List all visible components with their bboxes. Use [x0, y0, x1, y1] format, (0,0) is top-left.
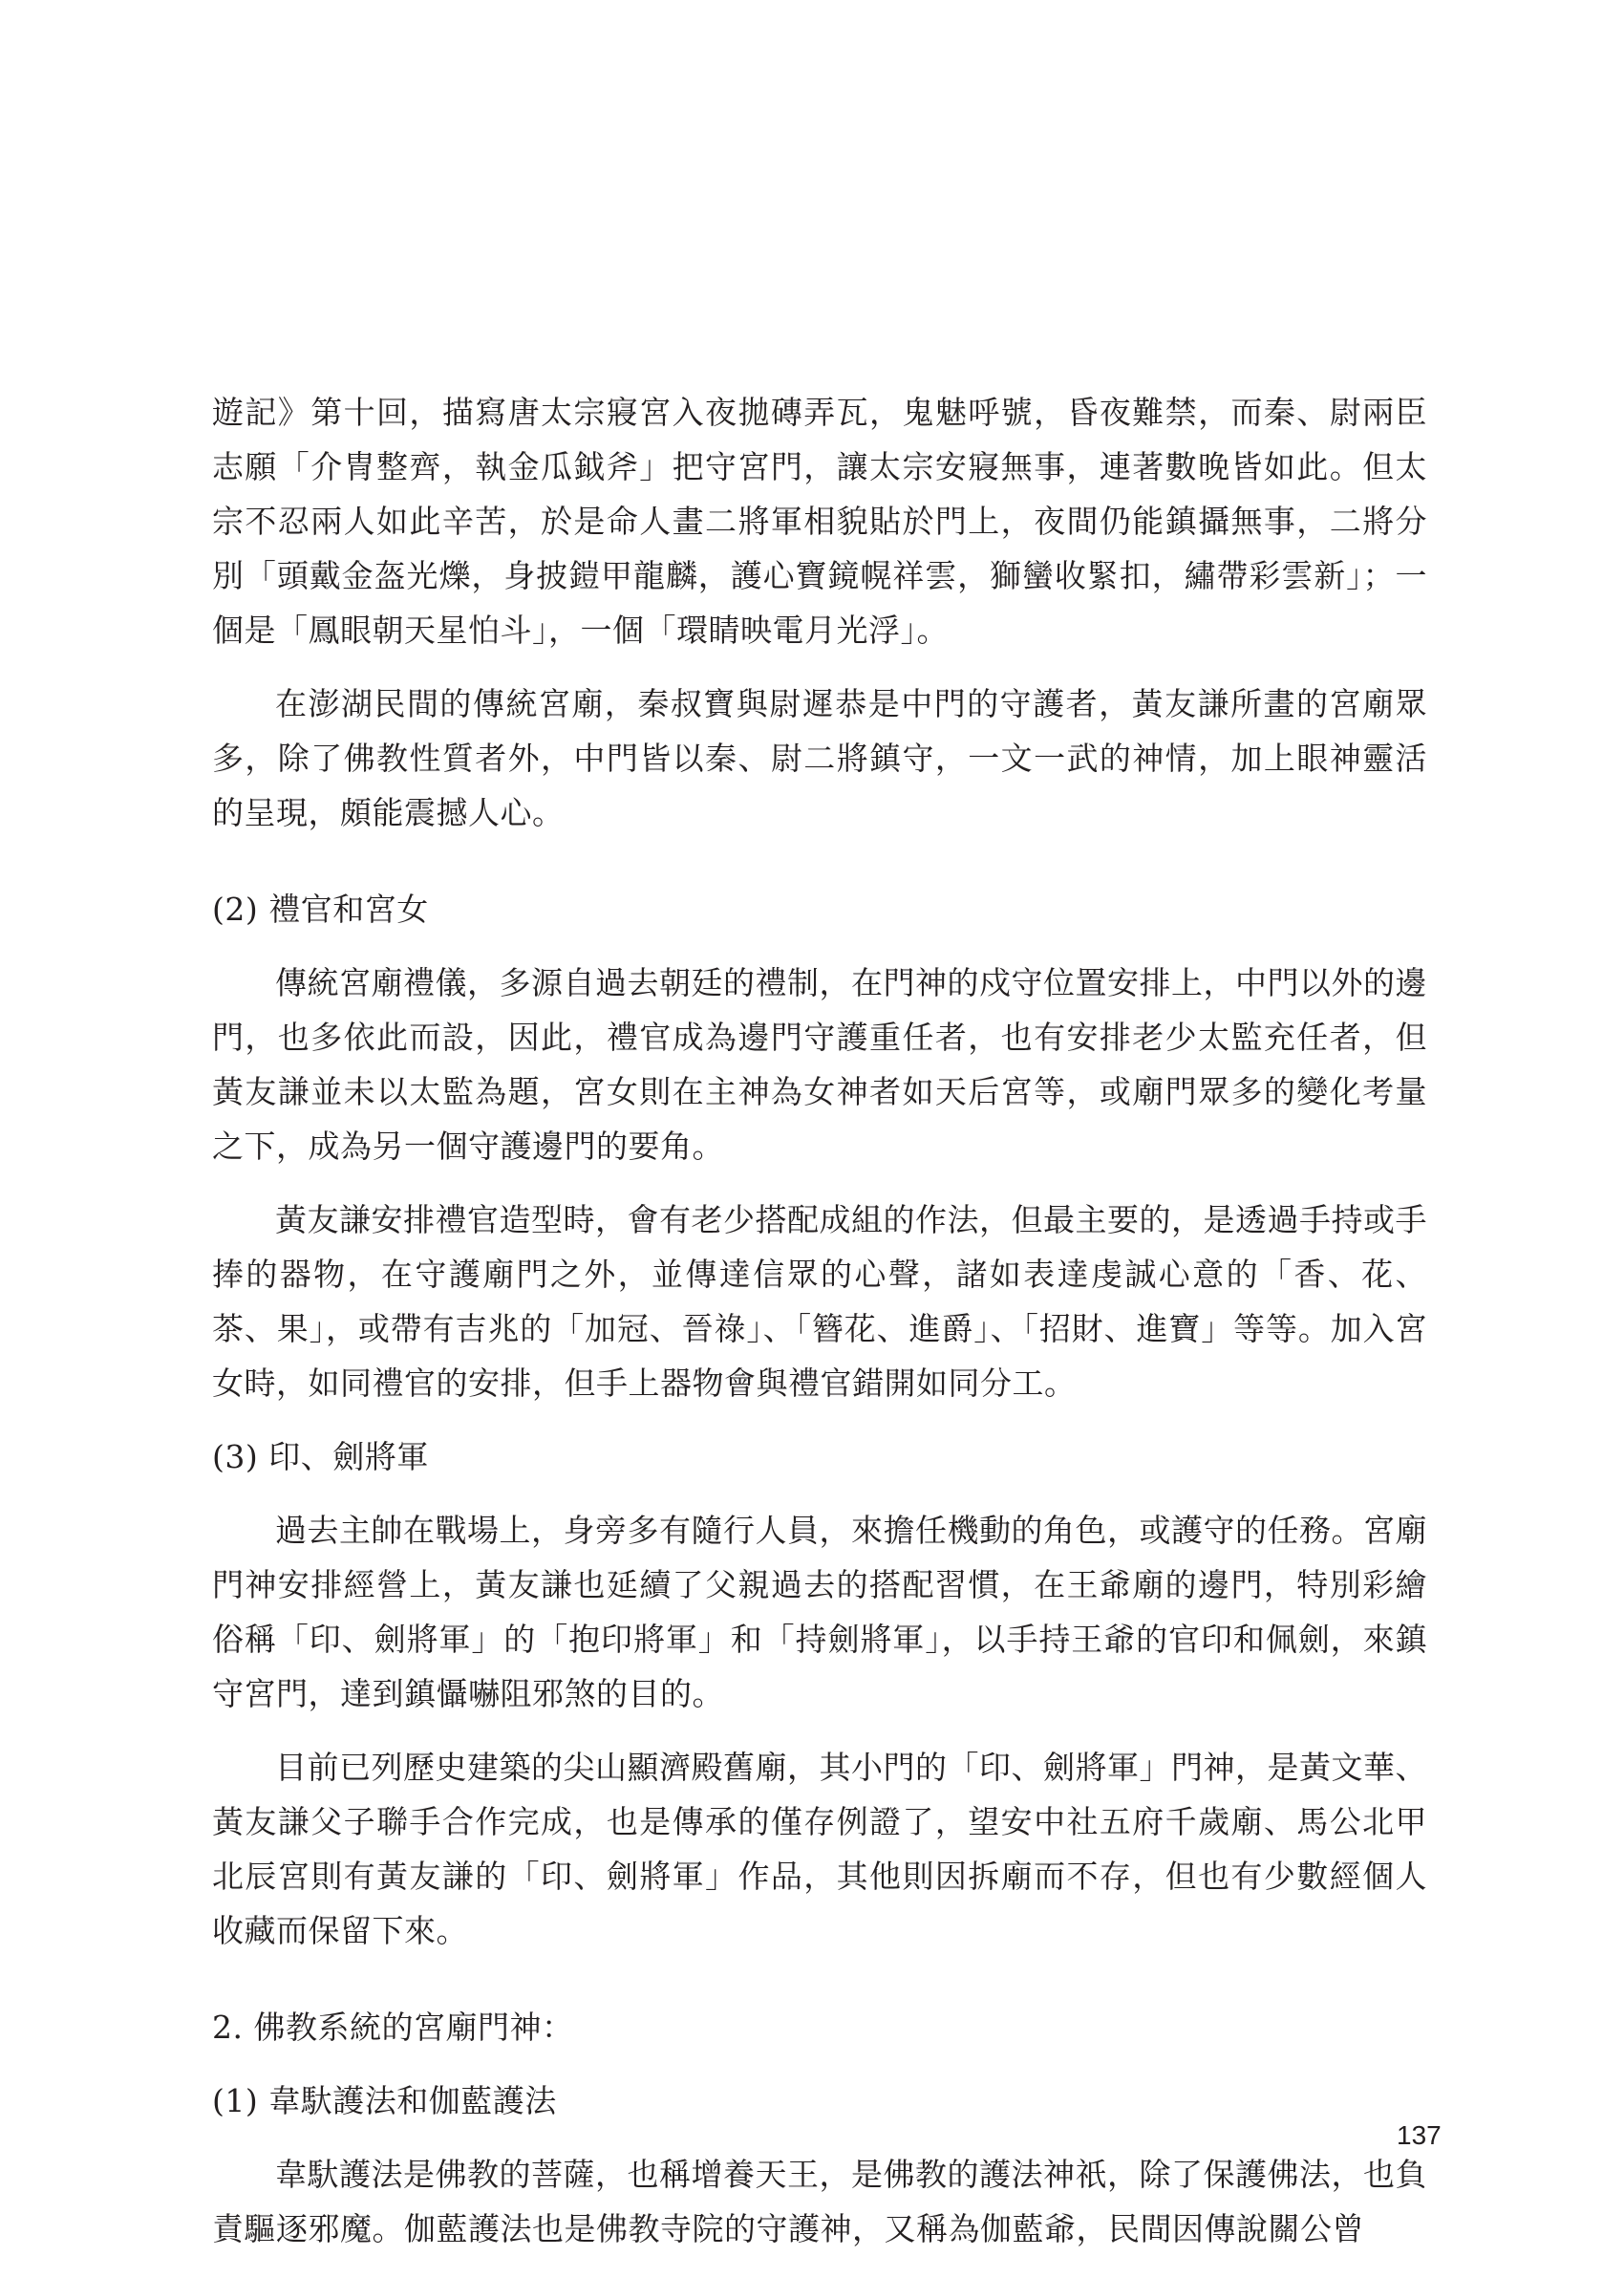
section-heading-buddhist-door-gods: 2. 佛教系統的宮廟門神： — [212, 2009, 574, 2046]
page-number: 137 — [1397, 2120, 1442, 2150]
section-heading-seal-sword-generals: (3) 印、劍將軍 — [212, 1438, 429, 1475]
paragraph-journey-to-the-west: 遊記》第十回，描寫唐太宗寢宮入夜拋磚弄瓦，鬼魅呼號，昏夜難禁，而秦、尉兩臣志願「介冑整齊，執金瓜鉞斧」把守宮門，讓太宗安寢無事，連著數晚皆如此。但太宗不忍兩人如此辛苦，於是命人畫二將軍相貌貼於門上，夜間仍能鎮攝無事，二將分別「頭戴金盔光爍，身披鎧甲龍麟，護心寶鏡幌祥雲，獅蠻收緊扣，繡帶彩雲新」；一個是「鳳眼朝天星怕斗」，一個「環睛映電月光浮」。 — [212, 394, 1427, 649]
section-heading-weituo-qielan: (1) 韋馱護法和伽藍護法 — [212, 2082, 557, 2119]
section-heading-officials-maids: (2) 禮官和宮女 — [212, 891, 429, 928]
body-text — [212, 385, 1427, 2256]
paragraph-official-arrangement: 黃友謙安排禮官造型時，會有老少搭配成組的作法，但最主要的，是透過手持或手捧的器物，在守護廟門之外，並傳達信眾的心聲，諸如表達虔誠心意的「香、花、茶、果」，或帶有吉兆的「加冠、晉祿」、「簪花、進爵」、「招財、進寶」等等。加入宮女時，如同禮官的安排，但手上器物會與禮官錯開如同分工。 — [212, 1201, 1427, 1402]
paragraph-commanders: 過去主帥在戰場上，身旁多有隨行人員，來擔任機動的角色，或護守的任務。宮廟門神安排經營上，黃友謙也延續了父親過去的搭配習慣，在王爺廟的邊門，特別彩繪俗稱「印、劍將軍」的「抱印將軍」和「持劍將軍」，以手持王爺的官印和佩劍，來鎮守宮門，達到鎮懾嚇阻邪煞的目的。 — [212, 1512, 1427, 1712]
paragraph-temple-etiquette: 傳統宮廟禮儀，多源自過去朝廷的禮制，在門神的戍守位置安排上，中門以外的邊門，也多依此而設，因此，禮官成為邊門守護重任者，也有安排老少太監充任者，但黃友謙並未以太監為題，宮女則在主神為女神者如天后宮等，或廟門眾多的變化考量之下，成為另一個守護邊門的要角。 — [212, 964, 1427, 1165]
paragraph-historic-temple: 目前已列歷史建築的尖山顯濟殿舊廟，其小門的「印、劍將軍」門神，是黃文華、黃友謙父子聯手合作完成，也是傳承的僅存例證了，望安中社五府千歲廟、馬公北甲北辰宮則有黃友謙的「印、劍將軍」作品，其他則因拆廟而不存，但也有少數經個人收藏而保留下來。 — [212, 1749, 1427, 1949]
paragraph-weituo: 韋馱護法是佛教的菩薩，也稱增養天王，是佛教的護法神祇，除了保護佛法，也負責驅逐邪魔。伽藍護法也是佛教寺院的守護神，又稱為伽藍爺，民間因傳說關公曾 — [212, 2156, 1427, 2247]
paragraph-penghu-temples: 在澎湖民間的傳統宮廟，秦叔寶與尉遲恭是中門的守護者，黃友謙所畫的宮廟眾多，除了佛教性質者外，中門皆以秦、尉二將鎮守，一文一武的神情，加上眼神靈活的呈現，頗能震撼人心。 — [212, 685, 1427, 831]
